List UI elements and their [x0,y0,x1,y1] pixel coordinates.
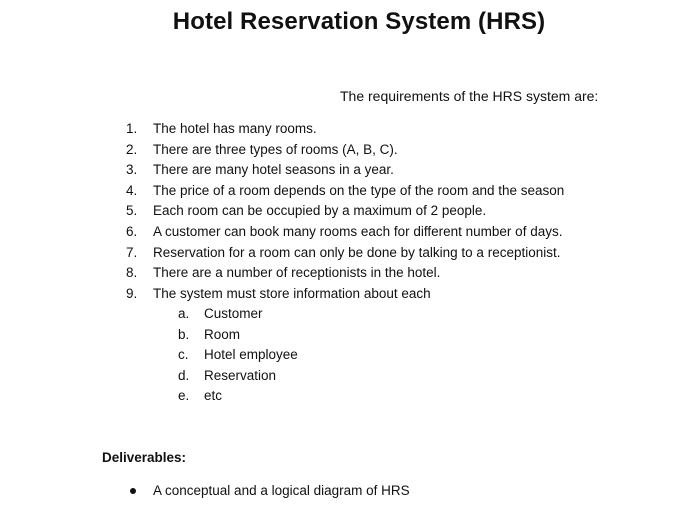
stored-info-item [178,304,298,325]
requirement-item [126,284,564,305]
requirement-text: Each room can be occupied by a maximum of 2 people. [153,203,487,219]
requirement-text: There are three types of rooms (A, B, C). [153,141,398,157]
stored-info-text: Customer [204,306,263,321]
requirements-list [126,119,564,304]
requirement-number: 8. [126,265,138,281]
requirements-intro: The requirements of the HRS system are: [340,88,599,104]
stored-info-item [178,366,298,387]
stored-info-letter: d. [178,367,190,383]
requirement-number: 6. [126,223,138,239]
deliverable-item [126,483,410,498]
requirement-text: Reservation for a room can only be done by talking to a receptionist. [153,244,561,260]
requirement-item [126,160,564,181]
requirement-item [126,119,564,140]
requirement-item [126,201,564,222]
stored-info-letter: b. [178,326,190,342]
stored-info-letter: e. [178,388,190,404]
bullet-icon [130,488,136,494]
requirement-text: The hotel has many rooms. [153,121,317,136]
requirement-number: 7. [126,244,138,260]
requirement-item [126,181,564,202]
stored-info-item [178,325,298,346]
stored-info-item [178,345,298,366]
requirement-number: 2. [126,141,138,157]
deliverable-text: A conceptual and a logical diagram of HRS [153,483,410,498]
deliverables-heading: Deliverables: [102,450,187,465]
requirement-text: There are a number of receptionists in the hotel. [153,265,441,281]
requirement-item [126,263,564,284]
stored-info-item [178,386,298,407]
requirement-text: A customer can book many rooms each for different number of days. [153,223,563,239]
requirement-text: There are many hotel seasons in a year. [153,162,394,178]
stored-info-text: etc [204,388,223,404]
stored-info-text: Reservation [204,367,277,383]
requirement-number: 4. [126,182,138,198]
requirement-item [126,222,564,243]
stored-info-text: Room [204,326,241,342]
requirement-text: The price of a room depends on the type of the room and the season [153,182,565,198]
document-title: Hotel Reservation System (HRS) [172,8,546,35]
requirement-text: The system must store information about each [153,285,431,301]
requirement-number: 9. [126,285,138,301]
requirement-item [126,140,564,161]
requirement-number: 1. [126,121,138,136]
requirement-number: 5. [126,203,138,219]
stored-info-letter: a. [178,306,190,321]
stored-info-letter: c. [178,347,189,363]
requirement-number: 3. [126,162,138,178]
stored-info-text: Hotel employee [204,347,298,363]
requirement-item [126,243,564,264]
stored-info-list [178,304,298,407]
